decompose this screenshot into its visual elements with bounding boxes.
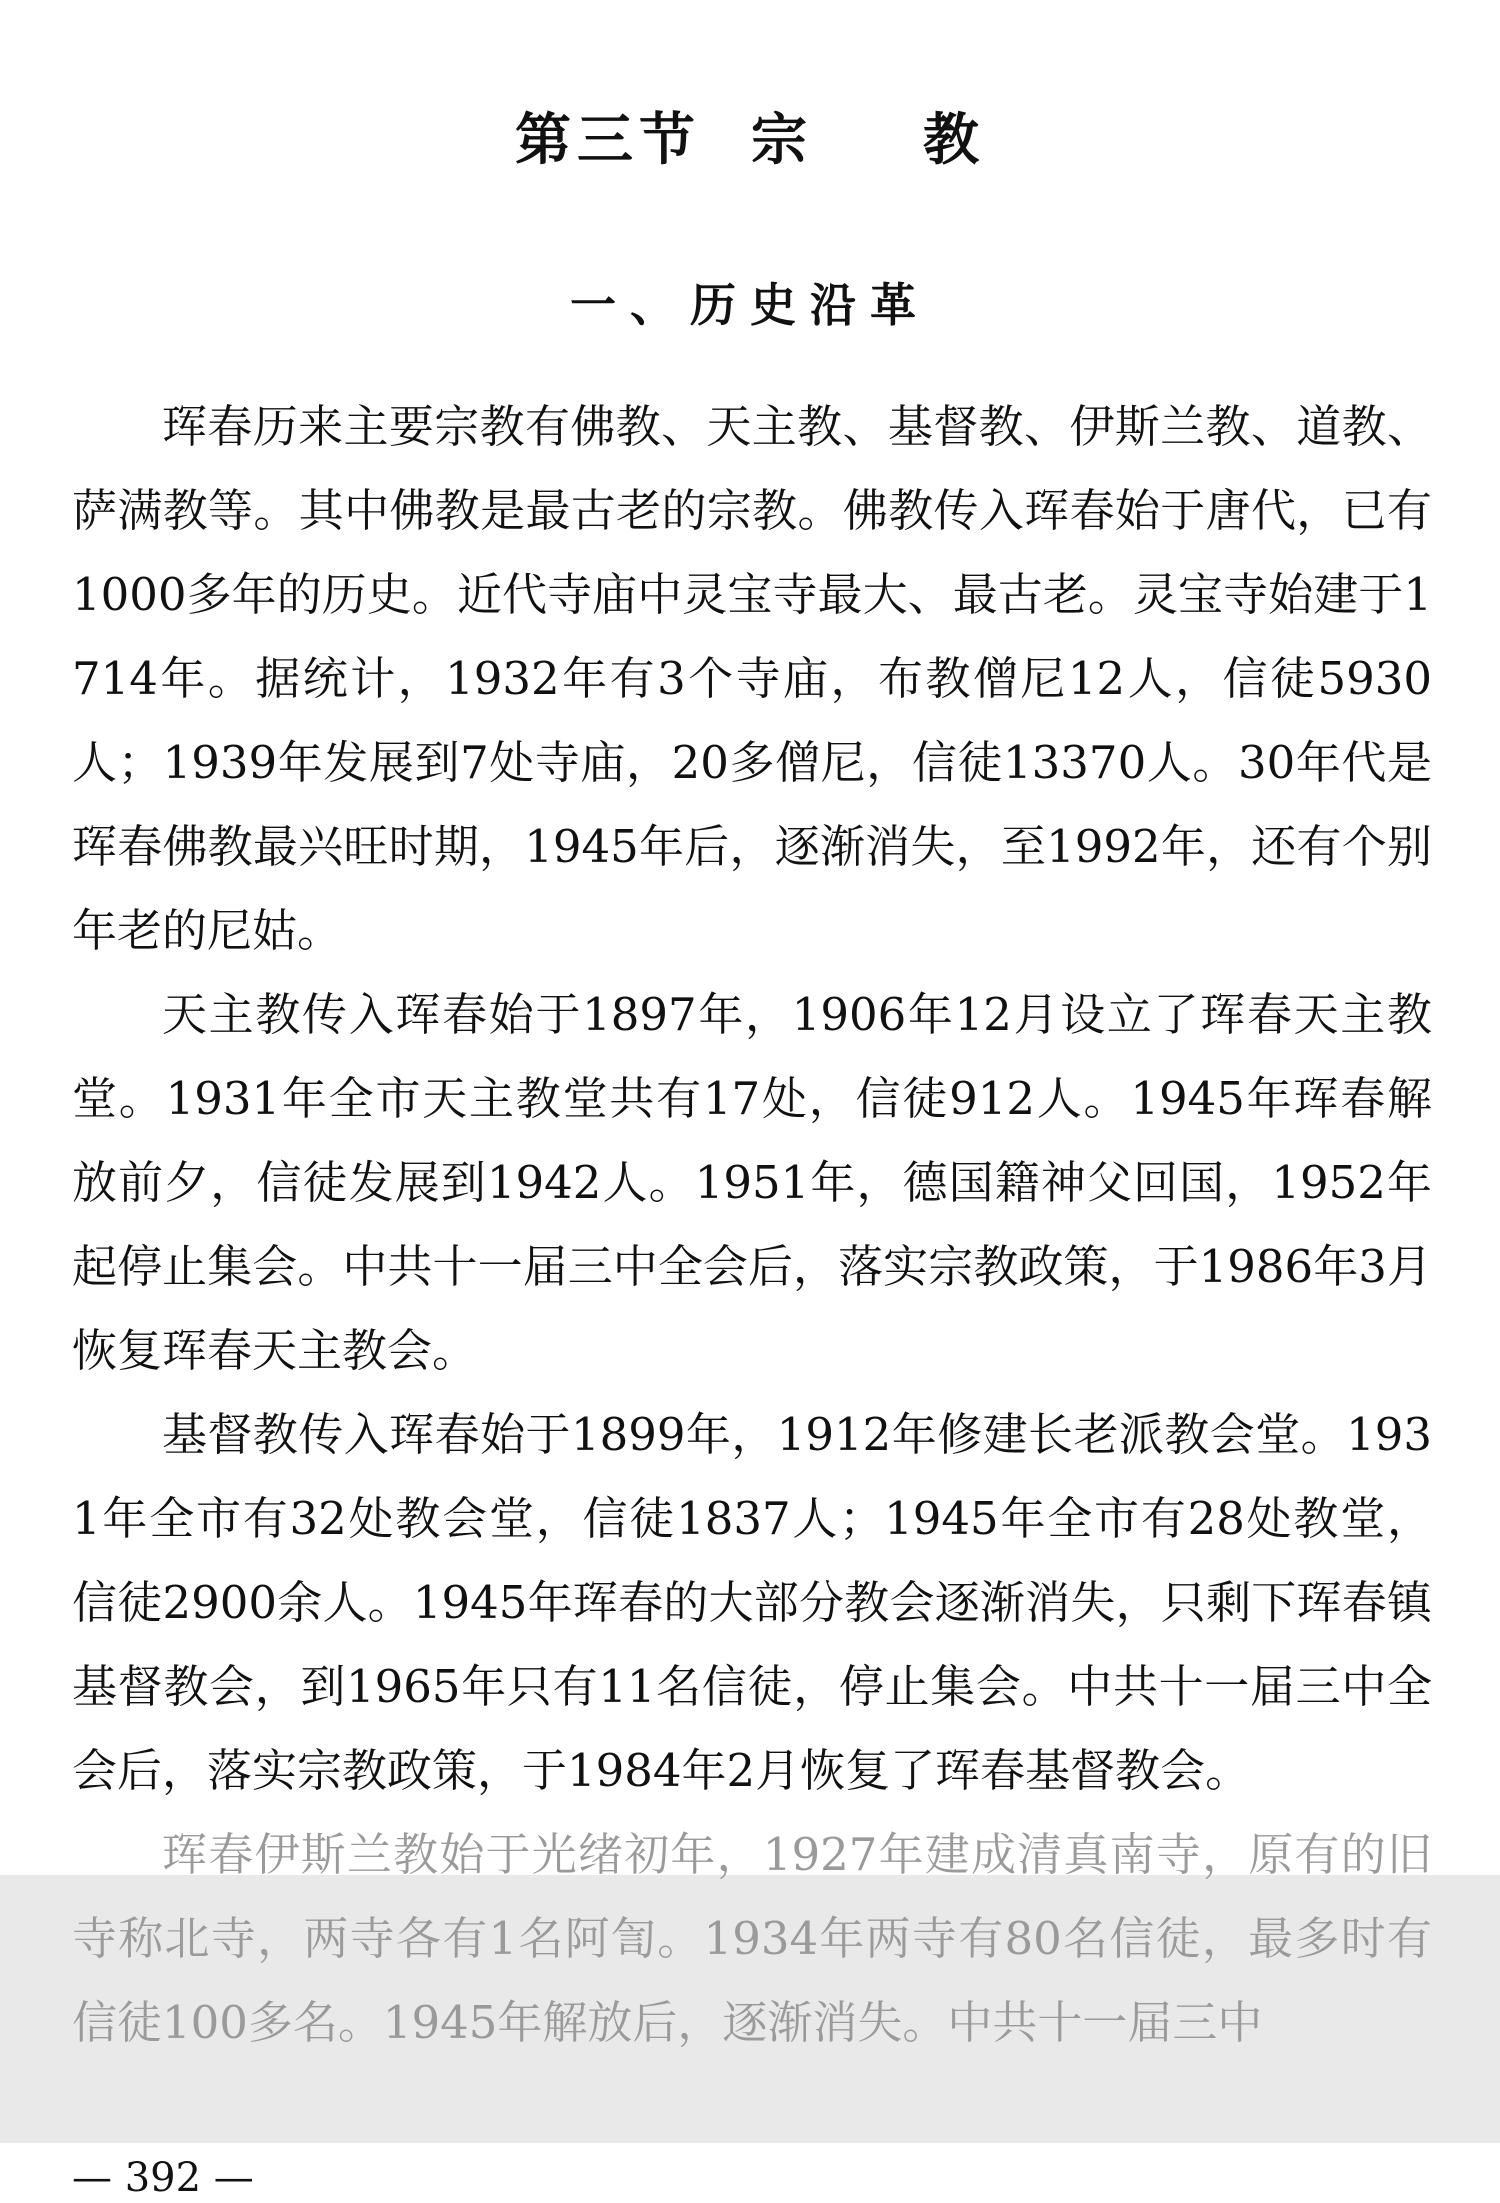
section-title <box>0 100 1500 180</box>
paragraph-buddhism: 珲春历来主要宗教有佛教、天主教、基督教、伊斯兰教、道教、萨满教等。其中佛教是最古老的宗教。佛教传入珲春始于唐代，已有1000多年的历史。近代寺庙中灵宝寺最大、最古老。灵宝寺始建于1714年。据统计，1932年有3个寺庙，布教僧尼12人，信徒5930人；1939年发展到7处寺庙，20多僧尼，信徒13370人。30年代是珲春佛教最兴旺时期，1945年后，逐渐消失，至1992年，还有个别年老的尼姑。 <box>72 400 1432 957</box>
body-text <box>72 385 1432 2065</box>
subsection-title: 一、历史沿革 <box>570 278 930 332</box>
section-title-word-2: 教 <box>923 107 985 173</box>
paragraph-islam: 珲春伊斯兰教始于光绪初年，1927年建成清真南寺，原有的旧寺称北寺，两寺各有1名阿訇。1934年两寺有80名信徒，最多时有信徒100多名。1945年解放后，逐渐消失。中共十一届三中 <box>72 1828 1432 2049</box>
page-number: — 392 — <box>72 2155 254 2201</box>
paragraph-catholicism: 天主教传入珲春始于1897年，1906年12月设立了珲春天主教堂。1931年全市天主教堂共有17处，信徒912人。1945年珲春解放前夕，信徒发展到1942人。1951年，德国籍神父回国，1952年起停止集会。中共十一届三中全会后，落实宗教政策，于1986年3月恢复珲春天主教会。 <box>72 988 1432 1377</box>
section-title-word-1: 宗 <box>751 107 813 173</box>
paragraph-christianity: 基督教传入珲春始于1899年，1912年修建长老派教会堂。1931年全市有32处教会堂，信徒1837人；1945年全市有28处教堂，信徒2900余人。1945年珲春的大部分教会逐渐消失，只剩下珲春镇基督教会，到1965年只有11名信徒，停止集会。中共十一届三中全会后，落实宗教政策，于1984年2月恢复了珲春基督教会。 <box>72 1408 1432 1797</box>
section-title-number: 第三节 <box>515 107 701 173</box>
